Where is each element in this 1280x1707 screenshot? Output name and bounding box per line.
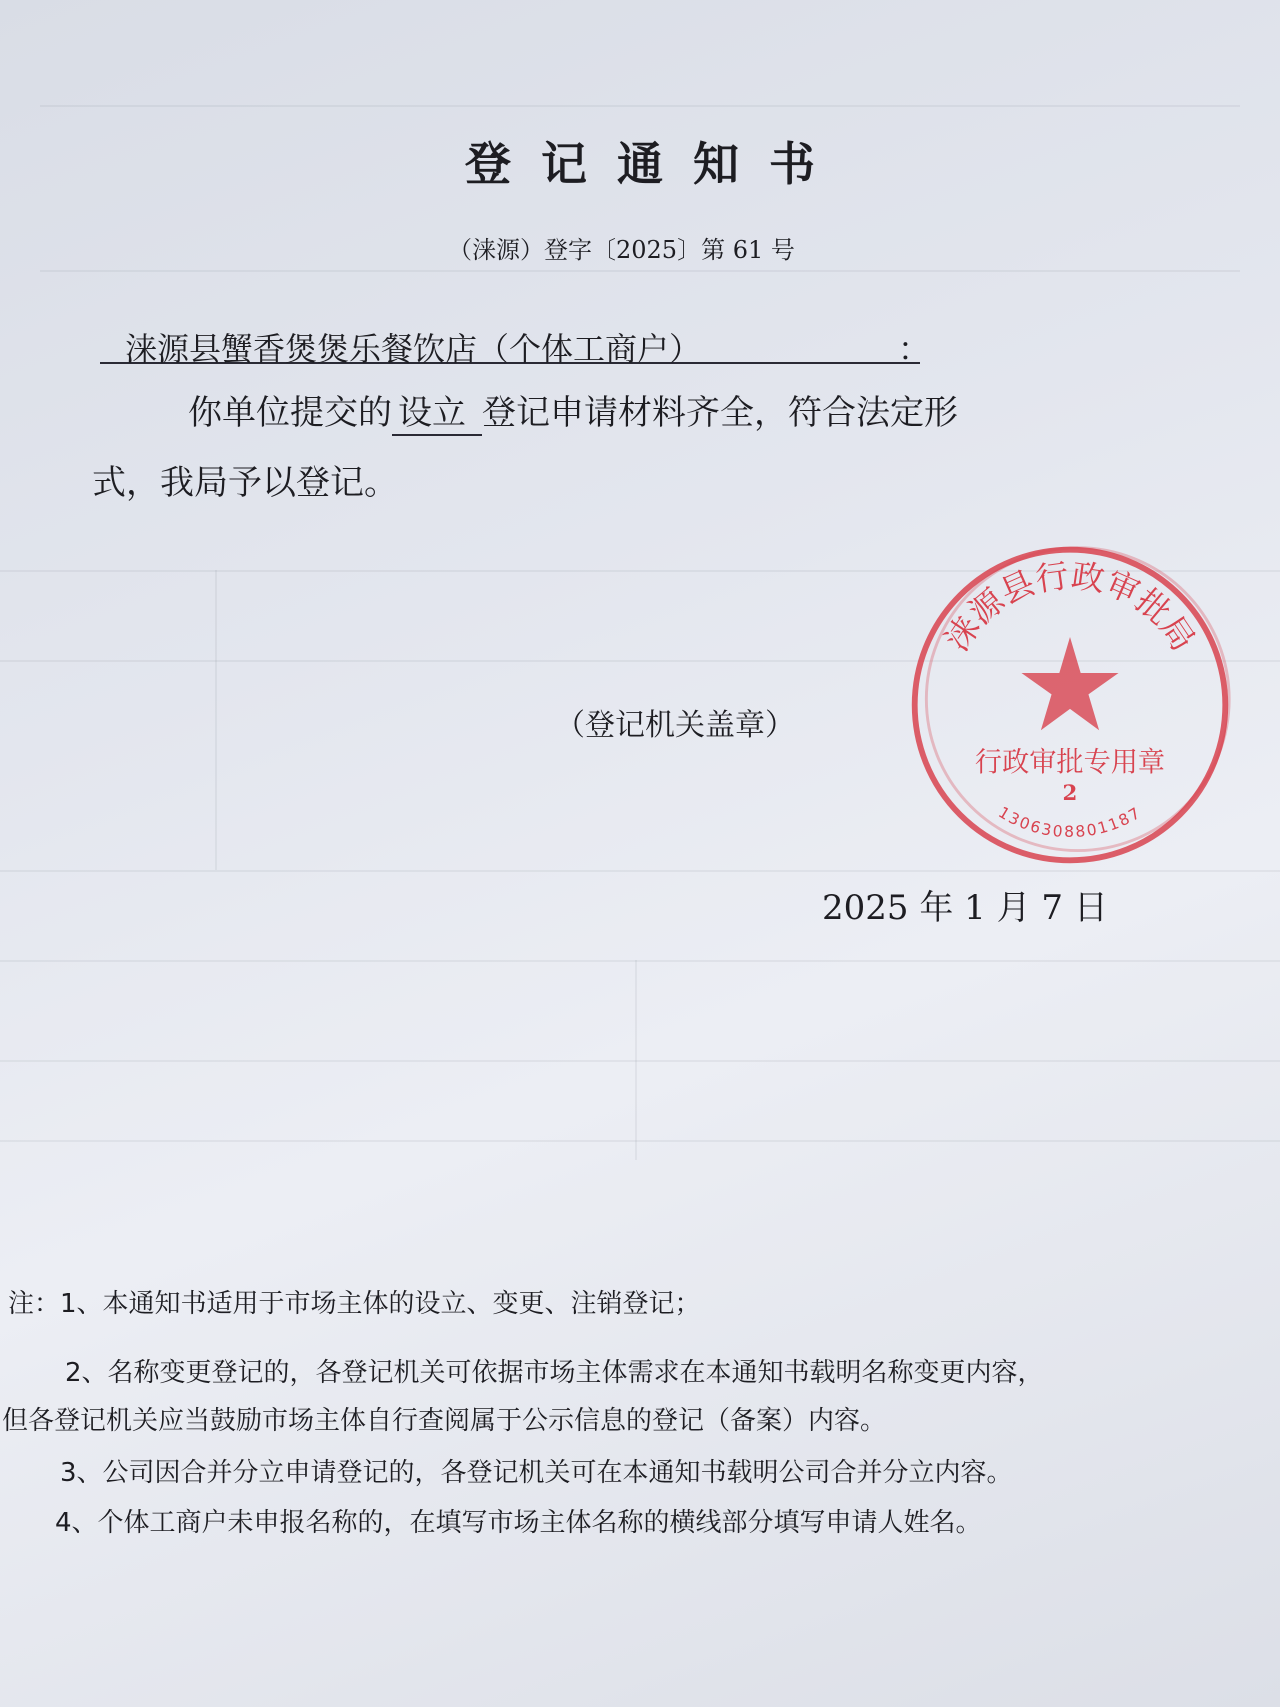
- body-line-2: 式，我局予以登记。: [92, 463, 398, 503]
- body-prefix: 你单位提交的: [188, 393, 392, 433]
- note-3: 3、公司因合并分立申请登记的，各登记机关可在本通知书载明公司合并分立内容。: [60, 1458, 1013, 1488]
- issue-date: 2025 年 1 月 7 日: [822, 888, 1108, 928]
- body-line-1: [188, 385, 958, 436]
- seal-code: 1306308801187: [995, 803, 1145, 842]
- note-1: 注：1、本通知书适用于市场主体的设立、变更、注销登记；: [8, 1289, 701, 1319]
- body-suffix: 登记申请材料齐全，符合法定形: [482, 393, 958, 433]
- seal-number: 2: [1062, 781, 1078, 807]
- note-2: 2、名称变更登记的，各登记机关可依据市场主体需求在本通知书载明名称变更内容，: [65, 1358, 1044, 1388]
- show-through-line: [635, 960, 637, 1160]
- show-through-line: [0, 1060, 1280, 1062]
- show-through-line: [0, 1140, 1280, 1142]
- show-through-line: [0, 960, 1280, 962]
- seal-outer-text: 涞源县行政审批局: [936, 555, 1204, 658]
- show-through-line: [215, 570, 217, 870]
- show-through-line: [40, 270, 1240, 272]
- recipient-colon: ：: [898, 330, 931, 368]
- registration-type: 设立: [392, 385, 482, 436]
- page-title: 登记通知书: [465, 137, 845, 191]
- show-through-line: [40, 105, 1240, 107]
- seal-inner-text: 行政审批专用章: [974, 747, 1166, 778]
- show-through-line: [0, 870, 1280, 872]
- note-4: 4、个体工商户未申报名称的，在填写市场主体名称的横线部分填写申请人姓名。: [55, 1508, 982, 1538]
- document-number: （涞源）登字〔2025〕第 61 号: [448, 236, 795, 264]
- recipient-name: 涞源县蟹香煲煲乐餐饮店（个体工商户）: [125, 330, 702, 368]
- star-icon: [1021, 637, 1118, 730]
- seal-label: （登记机关盖章）: [555, 708, 795, 743]
- official-seal: [905, 540, 1235, 870]
- note-2-cont: 但各登记机关应当鼓励市场主体自行查阅属于公示信息的登记（备案）内容。: [2, 1406, 887, 1436]
